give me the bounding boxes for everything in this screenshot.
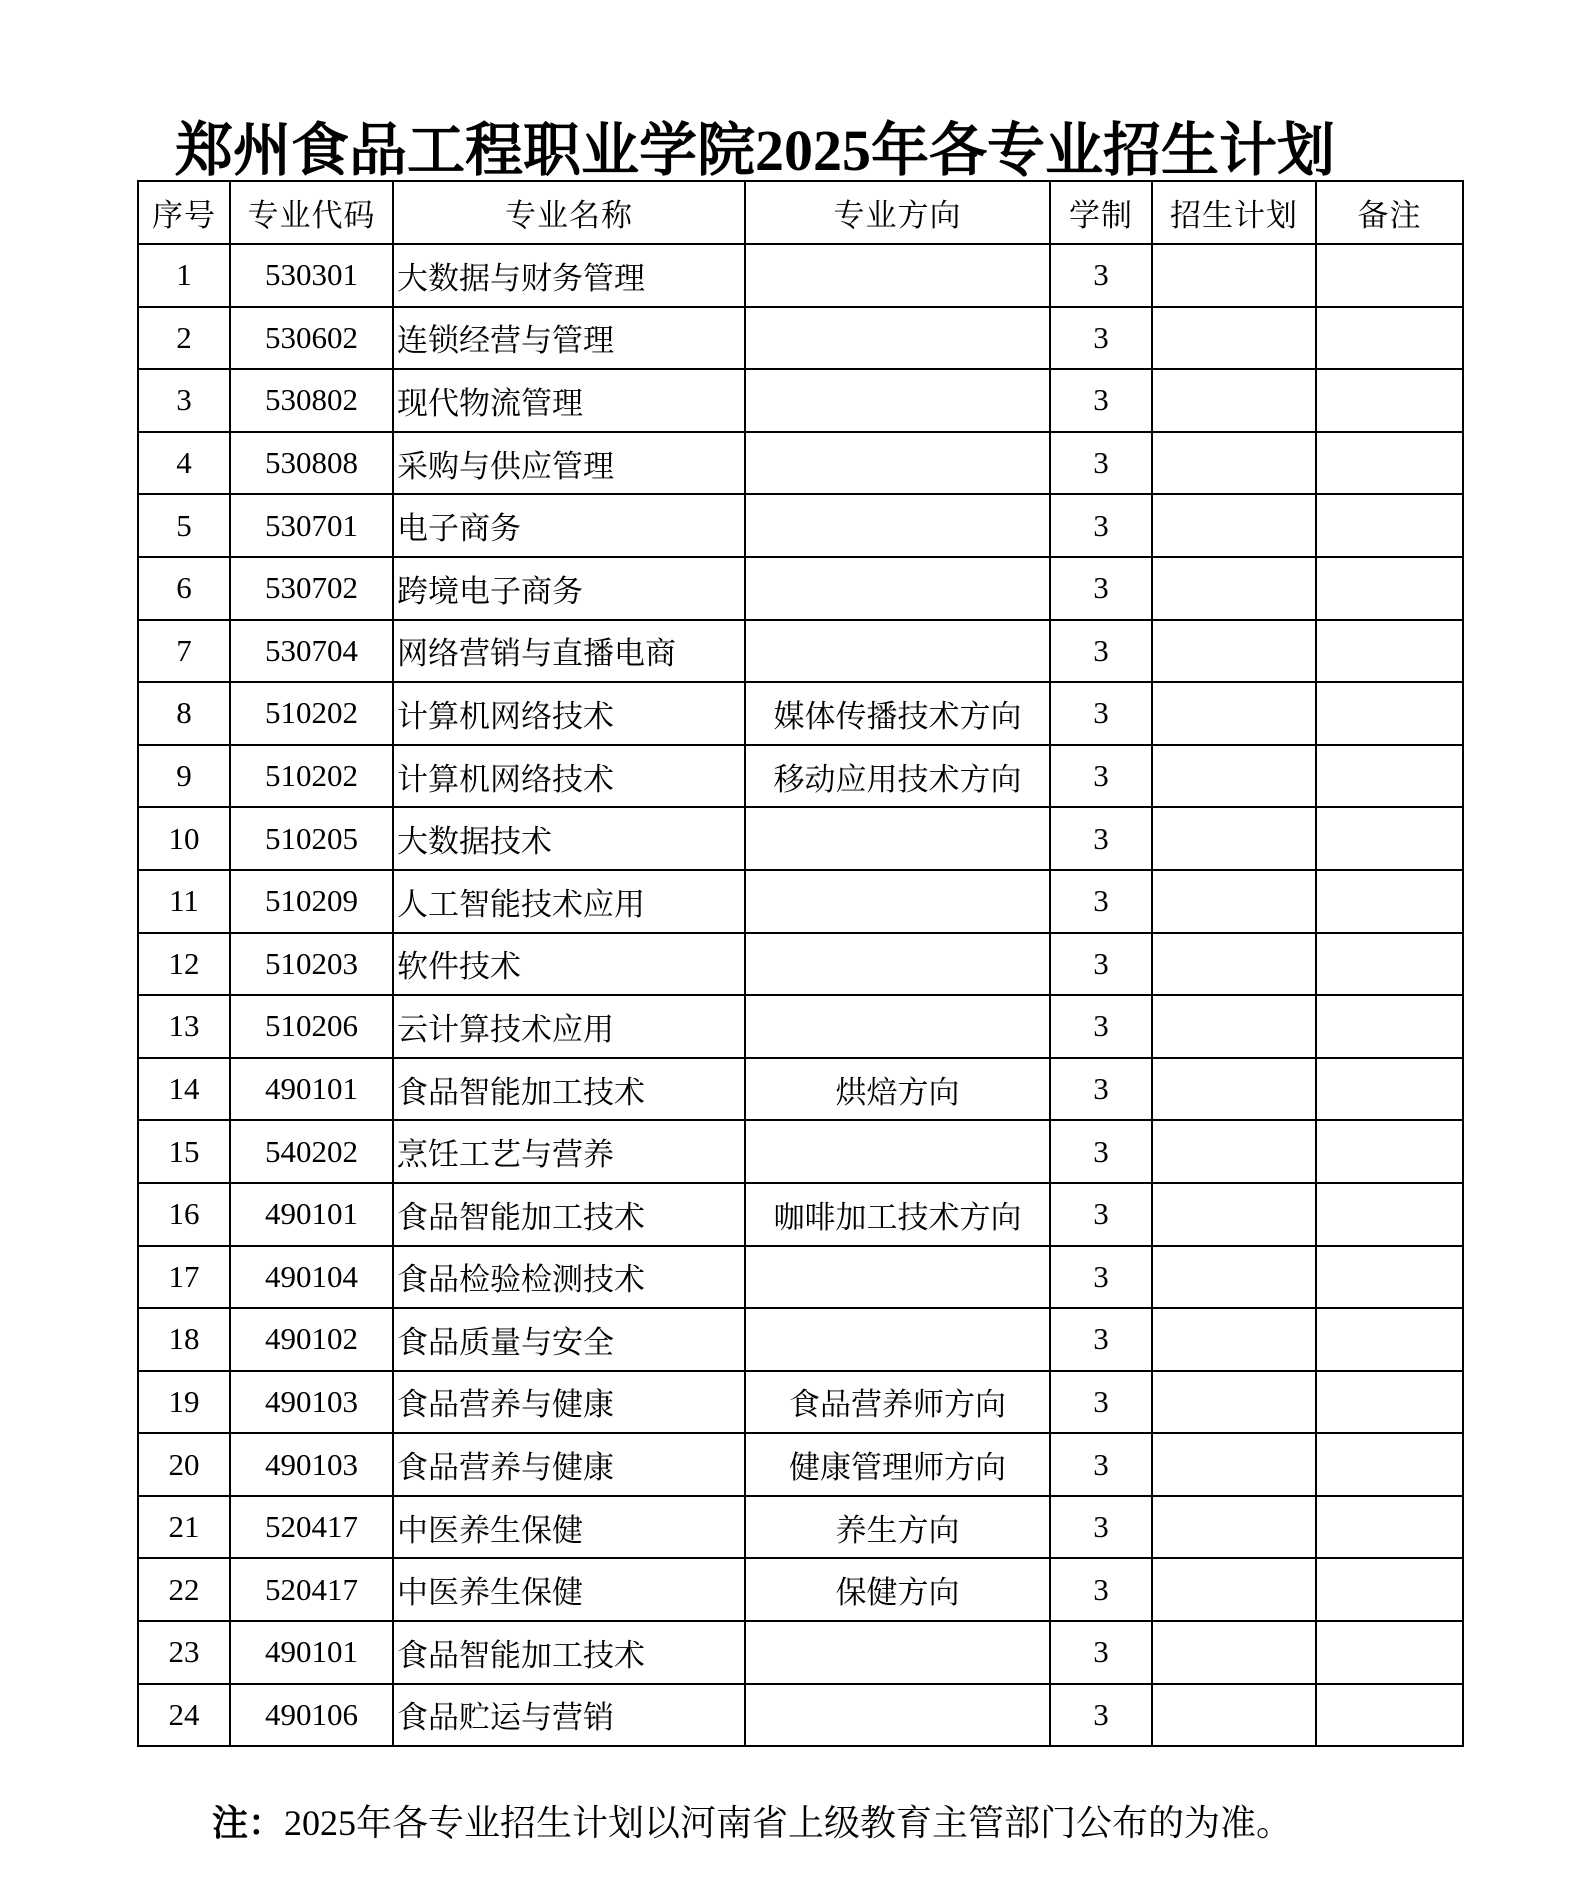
cell-plan (1152, 682, 1316, 745)
cell-code: 510202 (230, 745, 393, 808)
cell-remark (1316, 1558, 1463, 1621)
cell-years: 3 (1050, 307, 1152, 370)
table-row (138, 1120, 1463, 1183)
table-row (138, 1371, 1463, 1434)
col-header-years: 学制 (1050, 181, 1152, 244)
cell-seq: 11 (138, 870, 230, 933)
cell-seq: 8 (138, 682, 230, 745)
cell-seq: 21 (138, 1496, 230, 1559)
cell-plan (1152, 1496, 1316, 1559)
cell-years: 3 (1050, 1058, 1152, 1121)
cell-plan (1152, 1371, 1316, 1434)
cell-plan (1152, 745, 1316, 808)
table-row (138, 870, 1463, 933)
cell-code: 490101 (230, 1183, 393, 1246)
cell-years: 3 (1050, 244, 1152, 307)
cell-direction (745, 244, 1050, 307)
cell-direction (745, 1308, 1050, 1371)
table-row (138, 1496, 1463, 1559)
cell-plan (1152, 1120, 1316, 1183)
cell-name: 中医养生保健 (393, 1558, 745, 1621)
table-row (138, 620, 1463, 683)
table-row (138, 933, 1463, 996)
cell-remark (1316, 494, 1463, 557)
cell-name: 计算机网络技术 (393, 745, 745, 808)
cell-code: 540202 (230, 1120, 393, 1183)
cell-remark (1316, 1246, 1463, 1309)
cell-plan (1152, 1246, 1316, 1309)
cell-years: 3 (1050, 1558, 1152, 1621)
cell-plan (1152, 995, 1316, 1058)
cell-remark (1316, 870, 1463, 933)
cell-plan (1152, 1621, 1316, 1684)
cell-name: 跨境电子商务 (393, 557, 745, 620)
cell-years: 3 (1050, 1246, 1152, 1309)
cell-seq: 22 (138, 1558, 230, 1621)
cell-years: 3 (1050, 807, 1152, 870)
cell-years: 3 (1050, 1183, 1152, 1246)
table-row (138, 369, 1463, 432)
cell-name: 中医养生保健 (393, 1496, 745, 1559)
cell-direction: 移动应用技术方向 (745, 745, 1050, 808)
cell-direction: 保健方向 (745, 1558, 1050, 1621)
cell-direction (745, 933, 1050, 996)
col-header-seq: 序号 (138, 181, 230, 244)
cell-plan (1152, 1183, 1316, 1246)
cell-direction (745, 807, 1050, 870)
cell-seq: 7 (138, 620, 230, 683)
cell-code: 490101 (230, 1621, 393, 1684)
cell-remark (1316, 1684, 1463, 1747)
cell-plan (1152, 307, 1316, 370)
cell-remark (1316, 745, 1463, 808)
cell-name: 计算机网络技术 (393, 682, 745, 745)
cell-direction: 烘焙方向 (745, 1058, 1050, 1121)
cell-remark (1316, 682, 1463, 745)
cell-direction (745, 494, 1050, 557)
enrollment-plan-table (137, 180, 1464, 1747)
table-row (138, 1558, 1463, 1621)
cell-remark (1316, 432, 1463, 495)
table-row (138, 807, 1463, 870)
cell-remark (1316, 1308, 1463, 1371)
cell-seq: 16 (138, 1183, 230, 1246)
cell-direction (745, 1621, 1050, 1684)
cell-name: 软件技术 (393, 933, 745, 996)
cell-code: 490104 (230, 1246, 393, 1309)
cell-name: 食品智能加工技术 (393, 1621, 745, 1684)
footnote (212, 1802, 1292, 1845)
cell-plan (1152, 369, 1316, 432)
cell-seq: 12 (138, 933, 230, 996)
col-header-direction: 专业方向 (745, 181, 1050, 244)
table-row (138, 1433, 1463, 1496)
cell-code: 530808 (230, 432, 393, 495)
table-row (138, 557, 1463, 620)
table-row (138, 1246, 1463, 1309)
col-header-name: 专业名称 (393, 181, 745, 244)
cell-direction: 咖啡加工技术方向 (745, 1183, 1050, 1246)
cell-years: 3 (1050, 1433, 1152, 1496)
table-row (138, 745, 1463, 808)
cell-years: 3 (1050, 1621, 1152, 1684)
cell-years: 3 (1050, 557, 1152, 620)
cell-name: 网络营销与直播电商 (393, 620, 745, 683)
cell-code: 490106 (230, 1684, 393, 1747)
cell-direction (745, 307, 1050, 370)
cell-plan (1152, 933, 1316, 996)
cell-remark (1316, 1120, 1463, 1183)
cell-seq: 19 (138, 1371, 230, 1434)
cell-code: 490101 (230, 1058, 393, 1121)
cell-plan (1152, 244, 1316, 307)
cell-name: 连锁经营与管理 (393, 307, 745, 370)
cell-seq: 14 (138, 1058, 230, 1121)
cell-plan (1152, 1058, 1316, 1121)
cell-remark (1316, 807, 1463, 870)
cell-code: 510209 (230, 870, 393, 933)
cell-seq: 2 (138, 307, 230, 370)
cell-code: 520417 (230, 1496, 393, 1559)
table-head (138, 181, 1463, 244)
cell-remark (1316, 307, 1463, 370)
cell-years: 3 (1050, 995, 1152, 1058)
cell-name: 云计算技术应用 (393, 995, 745, 1058)
cell-code: 530704 (230, 620, 393, 683)
cell-name: 电子商务 (393, 494, 745, 557)
cell-direction (745, 1246, 1050, 1309)
cell-code: 510205 (230, 807, 393, 870)
page-title: 郑州食品工程职业学院2025年各专业招生计划 (175, 117, 1336, 183)
cell-name: 人工智能技术应用 (393, 870, 745, 933)
cell-seq: 24 (138, 1684, 230, 1747)
cell-name: 采购与供应管理 (393, 432, 745, 495)
cell-years: 3 (1050, 933, 1152, 996)
cell-code: 530802 (230, 369, 393, 432)
cell-code: 530701 (230, 494, 393, 557)
cell-seq: 3 (138, 369, 230, 432)
table-row (138, 1183, 1463, 1246)
cell-seq: 20 (138, 1433, 230, 1496)
cell-years: 3 (1050, 1684, 1152, 1747)
table-body (138, 244, 1463, 1746)
cell-years: 3 (1050, 1496, 1152, 1559)
cell-code: 530301 (230, 244, 393, 307)
cell-code: 490103 (230, 1371, 393, 1434)
table-row (138, 432, 1463, 495)
cell-plan (1152, 557, 1316, 620)
cell-years: 3 (1050, 620, 1152, 683)
cell-plan (1152, 432, 1316, 495)
cell-name: 食品检验检测技术 (393, 1246, 745, 1309)
cell-remark (1316, 1621, 1463, 1684)
cell-name: 烹饪工艺与营养 (393, 1120, 745, 1183)
footnote-label: 注： (212, 1803, 285, 1843)
cell-name: 食品营养与健康 (393, 1371, 745, 1434)
cell-code: 510203 (230, 933, 393, 996)
cell-plan (1152, 1433, 1316, 1496)
col-header-code: 专业代码 (230, 181, 393, 244)
cell-plan (1152, 1558, 1316, 1621)
cell-seq: 10 (138, 807, 230, 870)
cell-name: 食品智能加工技术 (393, 1058, 745, 1121)
cell-seq: 17 (138, 1246, 230, 1309)
footnote-text: 2025年各专业招生计划以河南省上级教育主管部门公布的为准。 (284, 1803, 1293, 1843)
cell-years: 3 (1050, 682, 1152, 745)
cell-direction (745, 1120, 1050, 1183)
cell-code: 530602 (230, 307, 393, 370)
cell-remark (1316, 995, 1463, 1058)
cell-seq: 5 (138, 494, 230, 557)
cell-remark (1316, 1371, 1463, 1434)
cell-name: 大数据与财务管理 (393, 244, 745, 307)
table-row (138, 494, 1463, 557)
col-header-remark: 备注 (1316, 181, 1463, 244)
table-row (138, 995, 1463, 1058)
table-row (138, 1684, 1463, 1747)
cell-code: 490102 (230, 1308, 393, 1371)
col-header-plan: 招生计划 (1152, 181, 1316, 244)
cell-direction (745, 557, 1050, 620)
cell-code: 530702 (230, 557, 393, 620)
cell-remark (1316, 1058, 1463, 1121)
cell-name: 现代物流管理 (393, 369, 745, 432)
cell-direction (745, 870, 1050, 933)
cell-name: 食品营养与健康 (393, 1433, 745, 1496)
cell-remark (1316, 1183, 1463, 1246)
table-header-row (138, 181, 1463, 244)
cell-direction: 健康管理师方向 (745, 1433, 1050, 1496)
cell-direction (745, 432, 1050, 495)
cell-seq: 15 (138, 1120, 230, 1183)
cell-years: 3 (1050, 494, 1152, 557)
cell-remark (1316, 620, 1463, 683)
table-row (138, 307, 1463, 370)
cell-seq: 1 (138, 244, 230, 307)
cell-plan (1152, 1684, 1316, 1747)
cell-years: 3 (1050, 745, 1152, 808)
cell-name: 食品智能加工技术 (393, 1183, 745, 1246)
cell-seq: 23 (138, 1621, 230, 1684)
cell-name: 食品贮运与营销 (393, 1684, 745, 1747)
cell-direction (745, 620, 1050, 683)
cell-remark (1316, 1433, 1463, 1496)
cell-plan (1152, 870, 1316, 933)
cell-remark (1316, 369, 1463, 432)
cell-years: 3 (1050, 1120, 1152, 1183)
cell-years: 3 (1050, 1308, 1152, 1371)
cell-years: 3 (1050, 369, 1152, 432)
cell-direction (745, 995, 1050, 1058)
cell-seq: 9 (138, 745, 230, 808)
cell-direction (745, 369, 1050, 432)
cell-years: 3 (1050, 432, 1152, 495)
cell-plan (1152, 807, 1316, 870)
cell-remark (1316, 557, 1463, 620)
cell-code: 520417 (230, 1558, 393, 1621)
cell-seq: 6 (138, 557, 230, 620)
cell-seq: 18 (138, 1308, 230, 1371)
cell-remark (1316, 933, 1463, 996)
table-row (138, 1058, 1463, 1121)
cell-plan (1152, 1308, 1316, 1371)
cell-seq: 13 (138, 995, 230, 1058)
cell-direction (745, 1684, 1050, 1747)
cell-direction: 养生方向 (745, 1496, 1050, 1559)
table-row (138, 1621, 1463, 1684)
cell-direction: 食品营养师方向 (745, 1371, 1050, 1434)
cell-seq: 4 (138, 432, 230, 495)
cell-plan (1152, 494, 1316, 557)
table-row (138, 682, 1463, 745)
cell-years: 3 (1050, 870, 1152, 933)
cell-direction: 媒体传播技术方向 (745, 682, 1050, 745)
cell-years: 3 (1050, 1371, 1152, 1434)
cell-name: 食品质量与安全 (393, 1308, 745, 1371)
cell-remark (1316, 244, 1463, 307)
cell-code: 510206 (230, 995, 393, 1058)
cell-name: 大数据技术 (393, 807, 745, 870)
table-row (138, 1308, 1463, 1371)
cell-code: 490103 (230, 1433, 393, 1496)
table-row (138, 244, 1463, 307)
cell-plan (1152, 620, 1316, 683)
cell-remark (1316, 1496, 1463, 1559)
cell-code: 510202 (230, 682, 393, 745)
